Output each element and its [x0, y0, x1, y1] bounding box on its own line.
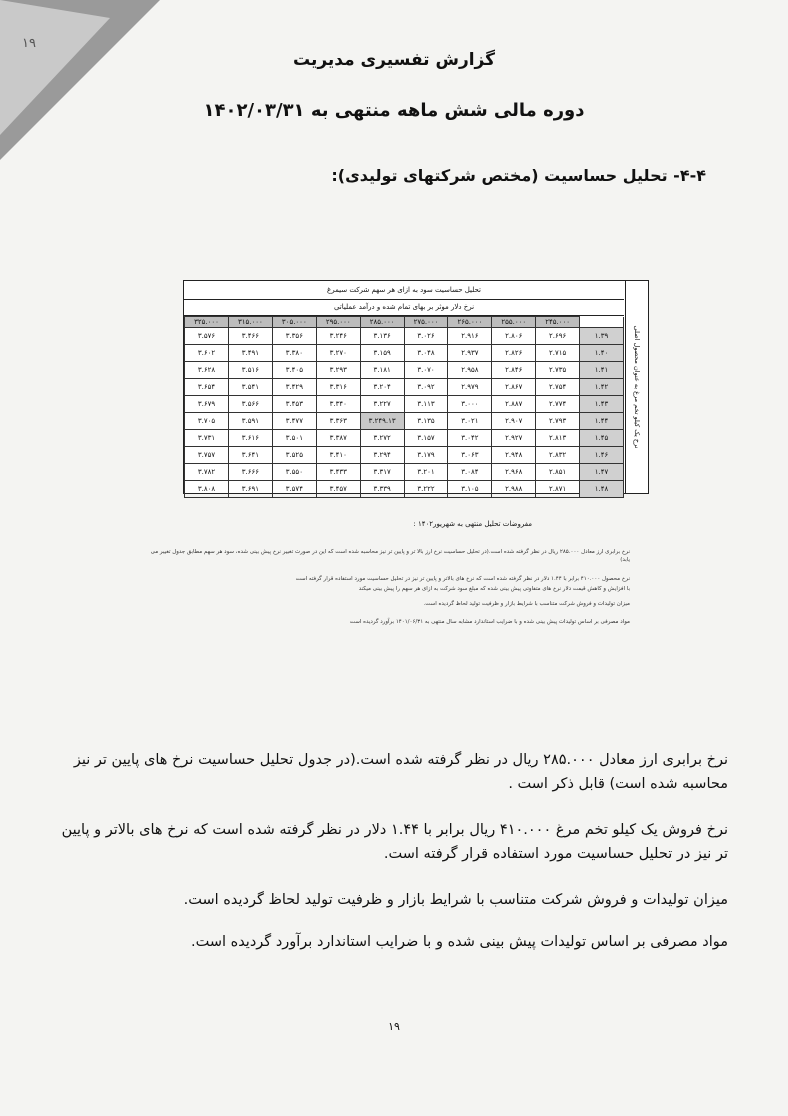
table-row — [185, 430, 624, 447]
table-cell: ۳.۳۶۳ — [316, 413, 360, 430]
row-rate-label: ۱.۴۰ — [580, 345, 624, 362]
table-cell: ۳.۱۵۷ — [404, 430, 448, 447]
table-cell: ۳.۰۴۲ — [448, 430, 492, 447]
table-row — [185, 362, 624, 379]
table-cell: ۳.۱۱۳ — [404, 396, 448, 413]
table-cell: ۳.۰۹۲ — [404, 379, 448, 396]
table-cell: ۳.۲۹۴ — [360, 447, 404, 464]
table-cell: ۳.۶۲۸ — [185, 362, 229, 379]
table-cell: ۳.۳۸۰ — [272, 345, 316, 362]
table-cell: ۳.۲۴۶ — [316, 328, 360, 345]
column-header: ۲۴۵.۰۰۰ — [536, 317, 580, 328]
table-cell: ۳.۵۶۶ — [228, 396, 272, 413]
table-cell: ۳.۵۰۱ — [272, 430, 316, 447]
assumptions-heading: مفروضات تحلیل منتهی به شهریور۱۴۰۲ : — [413, 520, 532, 528]
row-rate-label: ۱.۴۱ — [580, 362, 624, 379]
table-cell: ۳.۰۷۰ — [404, 362, 448, 379]
table-cell: ۲.۶۹۶ — [536, 328, 580, 345]
table-cell: ۳.۰۸۴ — [448, 464, 492, 481]
report-title: گزارش تفسیری مدیریت — [292, 50, 496, 70]
table-row — [185, 345, 624, 362]
table-cell: ۳.۴۲۹ — [272, 379, 316, 396]
table-cell: ۳.۴۵۷ — [316, 481, 360, 498]
table-cell: ۲.۹۲۷ — [492, 430, 536, 447]
column-header: ۳۱۵.۰۰۰ — [228, 317, 272, 328]
row-rate-label: ۱.۴۲ — [580, 379, 624, 396]
table-cell: ۳.۴۱۰ — [316, 447, 360, 464]
assumption-note-1: نرخ برابری ارز معادل ۲۸۵.۰۰۰ ریال در نظر گرفته شده است.(در تحلیل حساسیت نرخ ارز بالا تر و پایین تر نیز محاسبه شده است که این در صورت تغییر نرخ پیش بینی شده، سود هر سهم مطابق جدول تغییر می یابد) — [150, 549, 630, 563]
body-paragraph-4: مواد مصرفی بر اساس تولیدات پیش بینی شده و با ضرایب استاندارد برآورد گردیده است. — [190, 934, 728, 950]
body-paragraph-2: نرخ فروش یک کیلو تخم مرغ ۴۱۰.۰۰۰ ریال برابر با ۱.۴۴ دلار در نظر گرفته شده است که نرخ های بالاتر و پایین تر نیز در تحلیل حساسیت مورد استفاده قرار گرفته است. — [61, 822, 728, 862]
table-cell: ۲.۸۵۱ — [536, 464, 580, 481]
table-cell: ۲.۹۳۷ — [448, 345, 492, 362]
row-rate-label: ۱.۴۶ — [580, 447, 624, 464]
table-cell: ۳.۵۷۴ — [272, 481, 316, 498]
table-cell: ۳.۵۴۱ — [228, 379, 272, 396]
table-cell: ۲.۸۸۷ — [492, 396, 536, 413]
table-row — [185, 464, 624, 481]
sensitivity-grid — [184, 316, 624, 498]
table-cell: ۲.۷۵۴ — [536, 379, 580, 396]
row-rate-label: ۱.۴۸ — [580, 481, 624, 498]
body-paragraph-3: میزان تولیدات و فروش شرکت متناسب با شرایط بازار و ظرفیت تولید لحاظ گردیده است. — [183, 892, 728, 908]
table-cell: ۲.۸۰۶ — [492, 328, 536, 345]
corner-page-number: ۱۹ — [22, 36, 36, 51]
section-heading: ۴-۴- تحلیل حساسیت (مختص شرکتهای تولیدی): — [331, 166, 706, 185]
table-row — [185, 447, 624, 464]
table-cell: ۳.۷۵۷ — [185, 447, 229, 464]
table-cell: ۲.۹۵۸ — [448, 362, 492, 379]
table-cell: ۳.۴۶۶ — [228, 328, 272, 345]
table-cell: ۳.۴۵۳ — [272, 396, 316, 413]
table-row — [185, 328, 624, 345]
table-cell: ۳.۴۰۵ — [272, 362, 316, 379]
table-cell: ۳.۶۶۶ — [228, 464, 272, 481]
row-rate-label: ۱.۳۹ — [580, 328, 624, 345]
assumption-note-4: میزان تولیدات و فروش شرکت متناسب با شرایط بازار و ظرفیت تولید لحاظ گردیده است. — [423, 601, 630, 607]
grid-corner-cell — [580, 317, 624, 328]
table-cell: ۳.۵۹۱ — [228, 413, 272, 430]
table-cell: ۳.۲۷۲ — [360, 430, 404, 447]
table-cell: ۲.۹۷۹ — [448, 379, 492, 396]
page-corner-fold — [0, 0, 160, 160]
table-cell: ۲.۹۰۷ — [492, 413, 536, 430]
table-cell: ۳.۱۳۵ — [404, 413, 448, 430]
table-cell: ۳.۵۵۰ — [272, 464, 316, 481]
column-header: ۳۲۵.۰۰۰ — [185, 317, 229, 328]
table-cell: ۳.۶۹۱ — [228, 481, 272, 498]
table-cell: ۲.۸۷۱ — [536, 481, 580, 498]
table-cell: ۳.۲۹۳ — [316, 362, 360, 379]
table-cell: ۲.۸۱۳ — [536, 430, 580, 447]
page-number: ۱۹ — [388, 1020, 400, 1033]
table-row — [185, 379, 624, 396]
table-cell: ۲.۷۹۳ — [536, 413, 580, 430]
period-title: دوره مالی شش ماهه منتهی به ۱۴۰۲/۰۳/۳۱ — [203, 100, 585, 121]
table-cell: ۳.۱۳۶ — [360, 328, 404, 345]
table-cell: ۳.۰۴۸ — [404, 345, 448, 362]
side-label-text: نرخ یک کیلو تخم مرغ به عنوان محصول اصلی — [633, 325, 641, 449]
table-cell: ۳.۱۷۹ — [404, 447, 448, 464]
table-cell: ۲.۷۷۴ — [536, 396, 580, 413]
table-cell: ۳.۶۴۱ — [228, 447, 272, 464]
table-cell: ۳.۷۳۱ — [185, 430, 229, 447]
table-cell: ۳.۲۲۲ — [404, 481, 448, 498]
table-cell: ۳.۵۱۶ — [228, 362, 272, 379]
table-cell: ۳.۳۱۷ — [360, 464, 404, 481]
row-rate-label: ۱.۴۷ — [580, 464, 624, 481]
table-cell: ۳.۰۰۰ — [448, 396, 492, 413]
table-cell: ۳.۷۰۵ — [185, 413, 229, 430]
column-header: ۲۹۵.۰۰۰ — [316, 317, 360, 328]
table-cell: ۳.۸۰۸ — [185, 481, 229, 498]
row-rate-label: ۱.۴۴ — [580, 413, 624, 430]
table-cell: ۲.۹۱۶ — [448, 328, 492, 345]
table-cell: ۳.۲۲۷ — [360, 396, 404, 413]
table-cell: ۲.۹۶۸ — [492, 464, 536, 481]
assumption-note-2: نرخ محصول ۴۱۰.۰۰۰ برابر با ۱.۴۴ دلار در نظر گرفته شده است که نرخ های بالاتر و پایین تر نیز در تحلیل حساسیت مورد استفاده قرار گرفته است — [295, 576, 630, 582]
table-cell: ۲.۹۸۸ — [492, 481, 536, 498]
table-cell: ۳.۲۰۴ — [360, 379, 404, 396]
table-cell: ۳.۲۴۹.۱۳ — [360, 413, 404, 430]
table-cell: ۳.۳۵۶ — [272, 328, 316, 345]
column-header: ۲۷۵.۰۰۰ — [404, 317, 448, 328]
table-cell: ۳.۴۳۳ — [316, 464, 360, 481]
table-caption: تحلیل حساسیت سود به ازای هر سهم شرکت سیمرغ — [184, 281, 624, 300]
table-cell: ۲.۸۳۲ — [536, 447, 580, 464]
table-cell: ۳.۱۵۹ — [360, 345, 404, 362]
column-header: ۲۶۵.۰۰۰ — [448, 317, 492, 328]
table-cell: ۲.۷۳۵ — [536, 362, 580, 379]
table-cell: ۳.۳۳۹ — [360, 481, 404, 498]
table-cell: ۲.۸۶۷ — [492, 379, 536, 396]
column-header: ۲۵۵.۰۰۰ — [492, 317, 536, 328]
assumption-note-5: مواد مصرفی بر اساس تولیدات پیش بینی شده و با ضرایب استاندارد مشابه سال منتهی به ۱۴۰۱/۰۶/۳۱ برآورد گردیده است — [349, 619, 630, 625]
table-row — [185, 481, 624, 498]
table-cell: ۳.۱۰۵ — [448, 481, 492, 498]
table-cell: ۳.۶۱۶ — [228, 430, 272, 447]
column-header: ۳۰۵.۰۰۰ — [272, 317, 316, 328]
table-cell: ۳.۷۸۲ — [185, 464, 229, 481]
grid-header-row — [185, 317, 624, 328]
table-cell: ۳.۴۹۱ — [228, 345, 272, 362]
table-cell: ۳.۴۷۷ — [272, 413, 316, 430]
table-cell: ۳.۳۱۶ — [316, 379, 360, 396]
table-cell: ۳.۱۸۱ — [360, 362, 404, 379]
table-cell: ۲.۸۴۶ — [492, 362, 536, 379]
sensitivity-table — [183, 280, 649, 494]
table-row — [185, 396, 624, 413]
table-cell: ۳.۶۷۹ — [185, 396, 229, 413]
table-cell: ۳.۰۶۳ — [448, 447, 492, 464]
row-rate-label: ۱.۴۳ — [580, 396, 624, 413]
table-cell: ۳.۳۸۷ — [316, 430, 360, 447]
table-cell: ۳.۰۲۶ — [404, 328, 448, 345]
table-cell: ۳.۵۷۶ — [185, 328, 229, 345]
assumption-note-3: با افزایش و کاهش قیمت دلار نرخ های متفاوتی پیش بینی شده که مبلغ سود شرکت به ازای هر سهم را پیش بینی میکند — [358, 586, 630, 592]
table-side-label — [625, 281, 648, 493]
table-cell: ۳.۲۷۰ — [316, 345, 360, 362]
table-cell: ۳.۳۴۰ — [316, 396, 360, 413]
table-cell: ۳.۶۵۴ — [185, 379, 229, 396]
table-subcaption: نرخ دلار موثر بر بهای تمام شده و درآمد عملیاتی — [184, 299, 624, 316]
table-cell: ۳.۵۲۵ — [272, 447, 316, 464]
table-cell: ۳.۰۲۱ — [448, 413, 492, 430]
table-cell: ۲.۹۴۸ — [492, 447, 536, 464]
table-cell: ۲.۷۱۵ — [536, 345, 580, 362]
table-cell: ۳.۲۰۱ — [404, 464, 448, 481]
body-paragraph-1: نرخ برابری ارز معادل ۲۸۵.۰۰۰ ریال در نظر گرفته شده است.(در جدول تحلیل حساسیت نرخ های پایین تر نیز محاسبه شده است) قابل ذکر است . — [73, 752, 728, 792]
column-header: ۲۸۵.۰۰۰ — [360, 317, 404, 328]
row-rate-label: ۱.۴۵ — [580, 430, 624, 447]
table-row — [185, 413, 624, 430]
table-cell: ۲.۸۲۶ — [492, 345, 536, 362]
table-cell: ۳.۶۰۲ — [185, 345, 229, 362]
